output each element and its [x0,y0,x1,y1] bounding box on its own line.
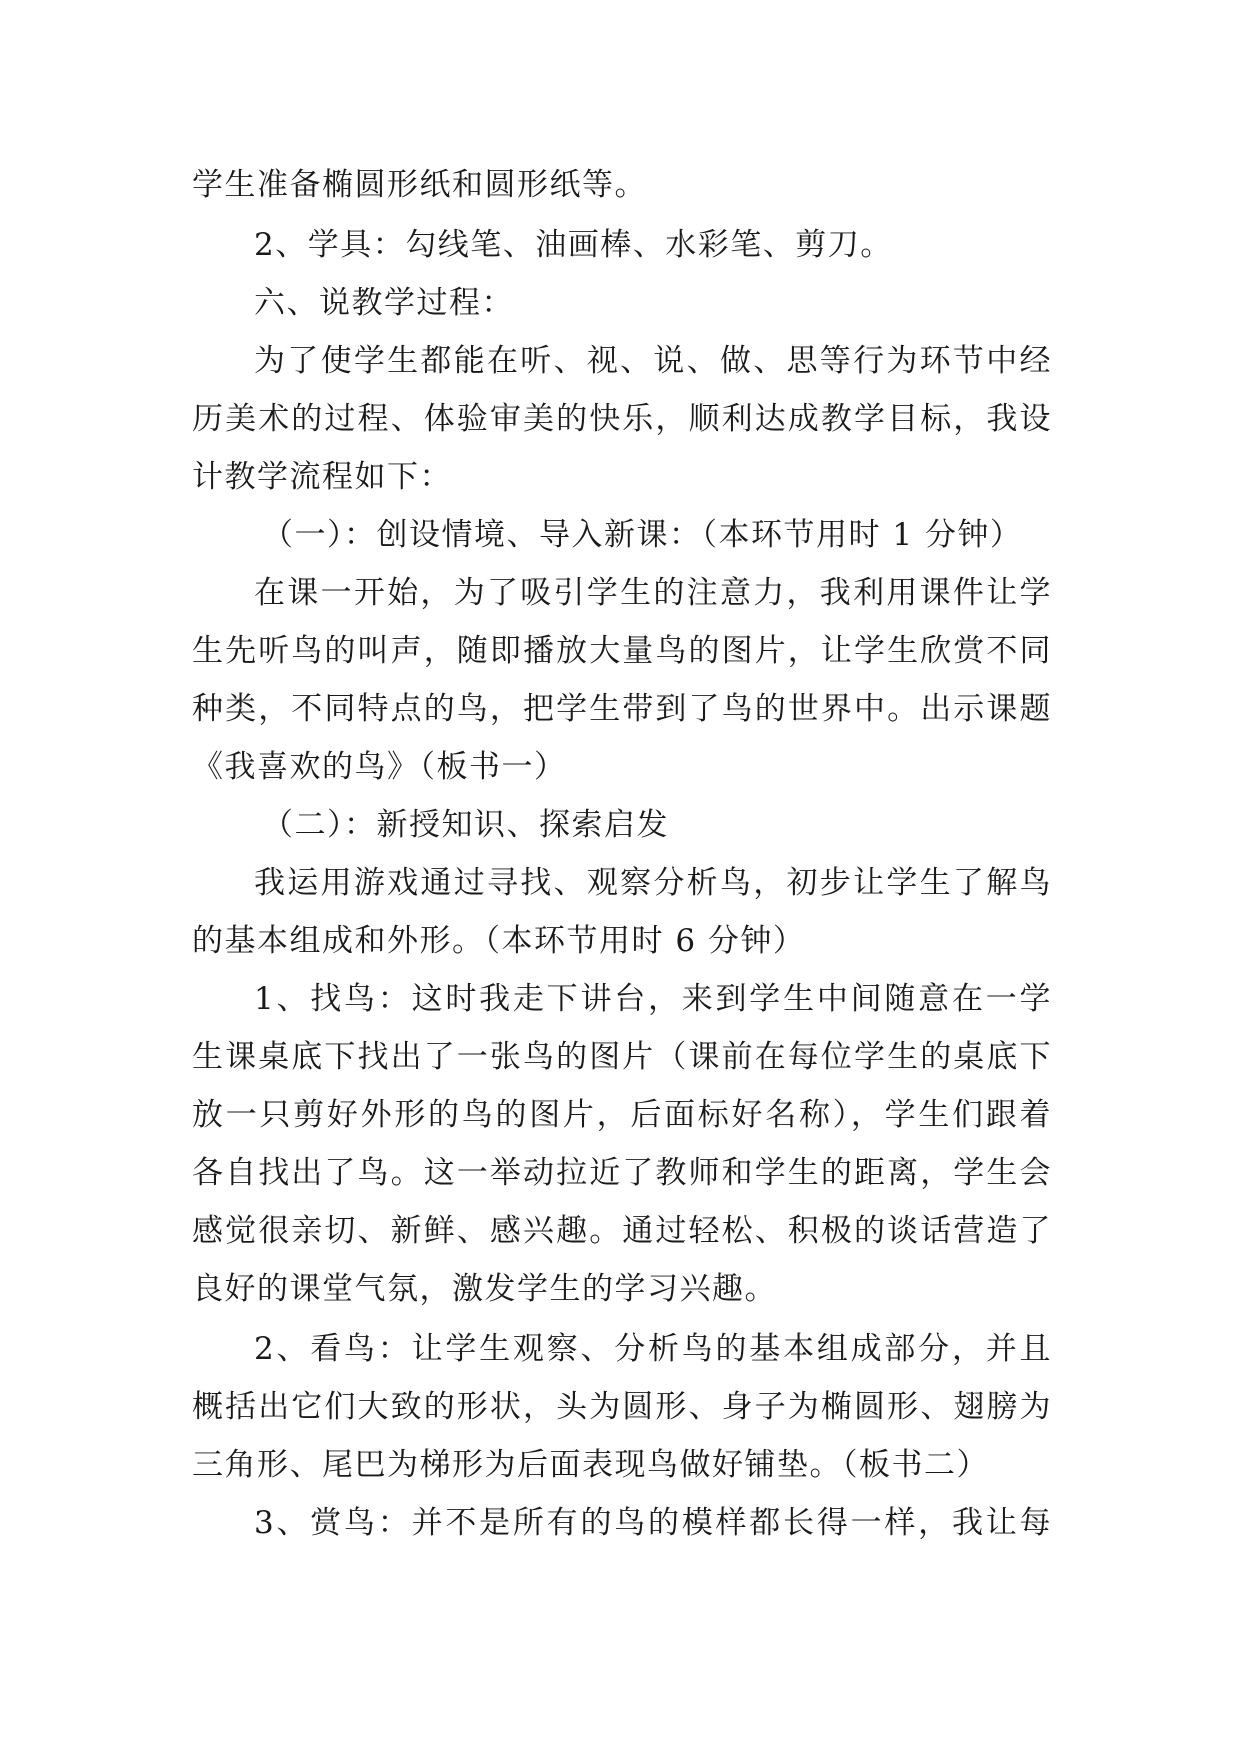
text-line-2: 2、学具：勾线笔、油画棒、水彩笔、剪刀。 [254,227,893,263]
text-line-20: 良好的课堂气氛，激发学生的学习兴趣。 [192,1271,777,1307]
subsection-heading-1: （一）：创设情境、导入新课：（本环节用时 1 分钟） [262,517,1023,553]
subsection-heading-2: （二）：新授知识、探索启发 [262,807,669,843]
text-line-11: 《我喜欢的鸟》（板书一） [192,749,567,785]
section-heading-process: 六、说教学过程： [254,285,514,321]
text-line-6: 计教学流程如下： [192,459,452,495]
text-line-18: 各自找出了鸟。这一举动拉近了教师和学生的距离，学生会 [192,1155,1052,1191]
text-line-14: 的基本组成和外形。（本环节用时 6 分钟） [192,923,806,959]
text-line-1: 学生准备椭圆形纸和圆形纸等。 [192,167,647,203]
text-line-4: 为了使学生都能在听、视、说、做、思等行为环节中经 [254,343,1052,379]
text-line-16: 生课桌底下找出了一张鸟的图片（课前在每位学生的桌底下 [192,1039,1052,1075]
text-line-24: 3、赏鸟：并不是所有的鸟的模样都长得一样，我让每 [254,1505,1052,1541]
text-line-9: 生先听鸟的叫声，随即播放大量鸟的图片，让学生欣赏不同 [192,633,1052,669]
text-line-19: 感觉很亲切、新鲜、感兴趣。通过轻松、积极的谈话营造了 [192,1213,1052,1249]
text-line-5: 历美术的过程、体验审美的快乐，顺利达成教学目标，我设 [192,401,1052,437]
text-line-15: 1、找鸟：这时我走下讲台，来到学生中间随意在一学 [254,981,1052,1017]
text-line-17: 放一只剪好外形的鸟的图片，后面标好名称），学生们跟着 [192,1097,1052,1133]
text-line-10: 种类，不同特点的鸟，把学生带到了鸟的世界中。出示课题 [192,691,1052,727]
text-line-23: 三角形、尾巴为梯形为后面表现鸟做好铺垫。（板书二） [192,1447,989,1483]
text-line-22: 概括出它们大致的形状，头为圆形、身子为椭圆形、翅膀为 [192,1389,1052,1425]
text-line-21: 2、看鸟：让学生观察、分析鸟的基本组成部分，并且 [254,1331,1052,1367]
text-line-13: 我运用游戏通过寻找、观察分析鸟，初步让学生了解鸟 [254,865,1052,901]
text-line-8: 在课一开始，为了吸引学生的注意力，我利用课件让学 [254,575,1052,611]
